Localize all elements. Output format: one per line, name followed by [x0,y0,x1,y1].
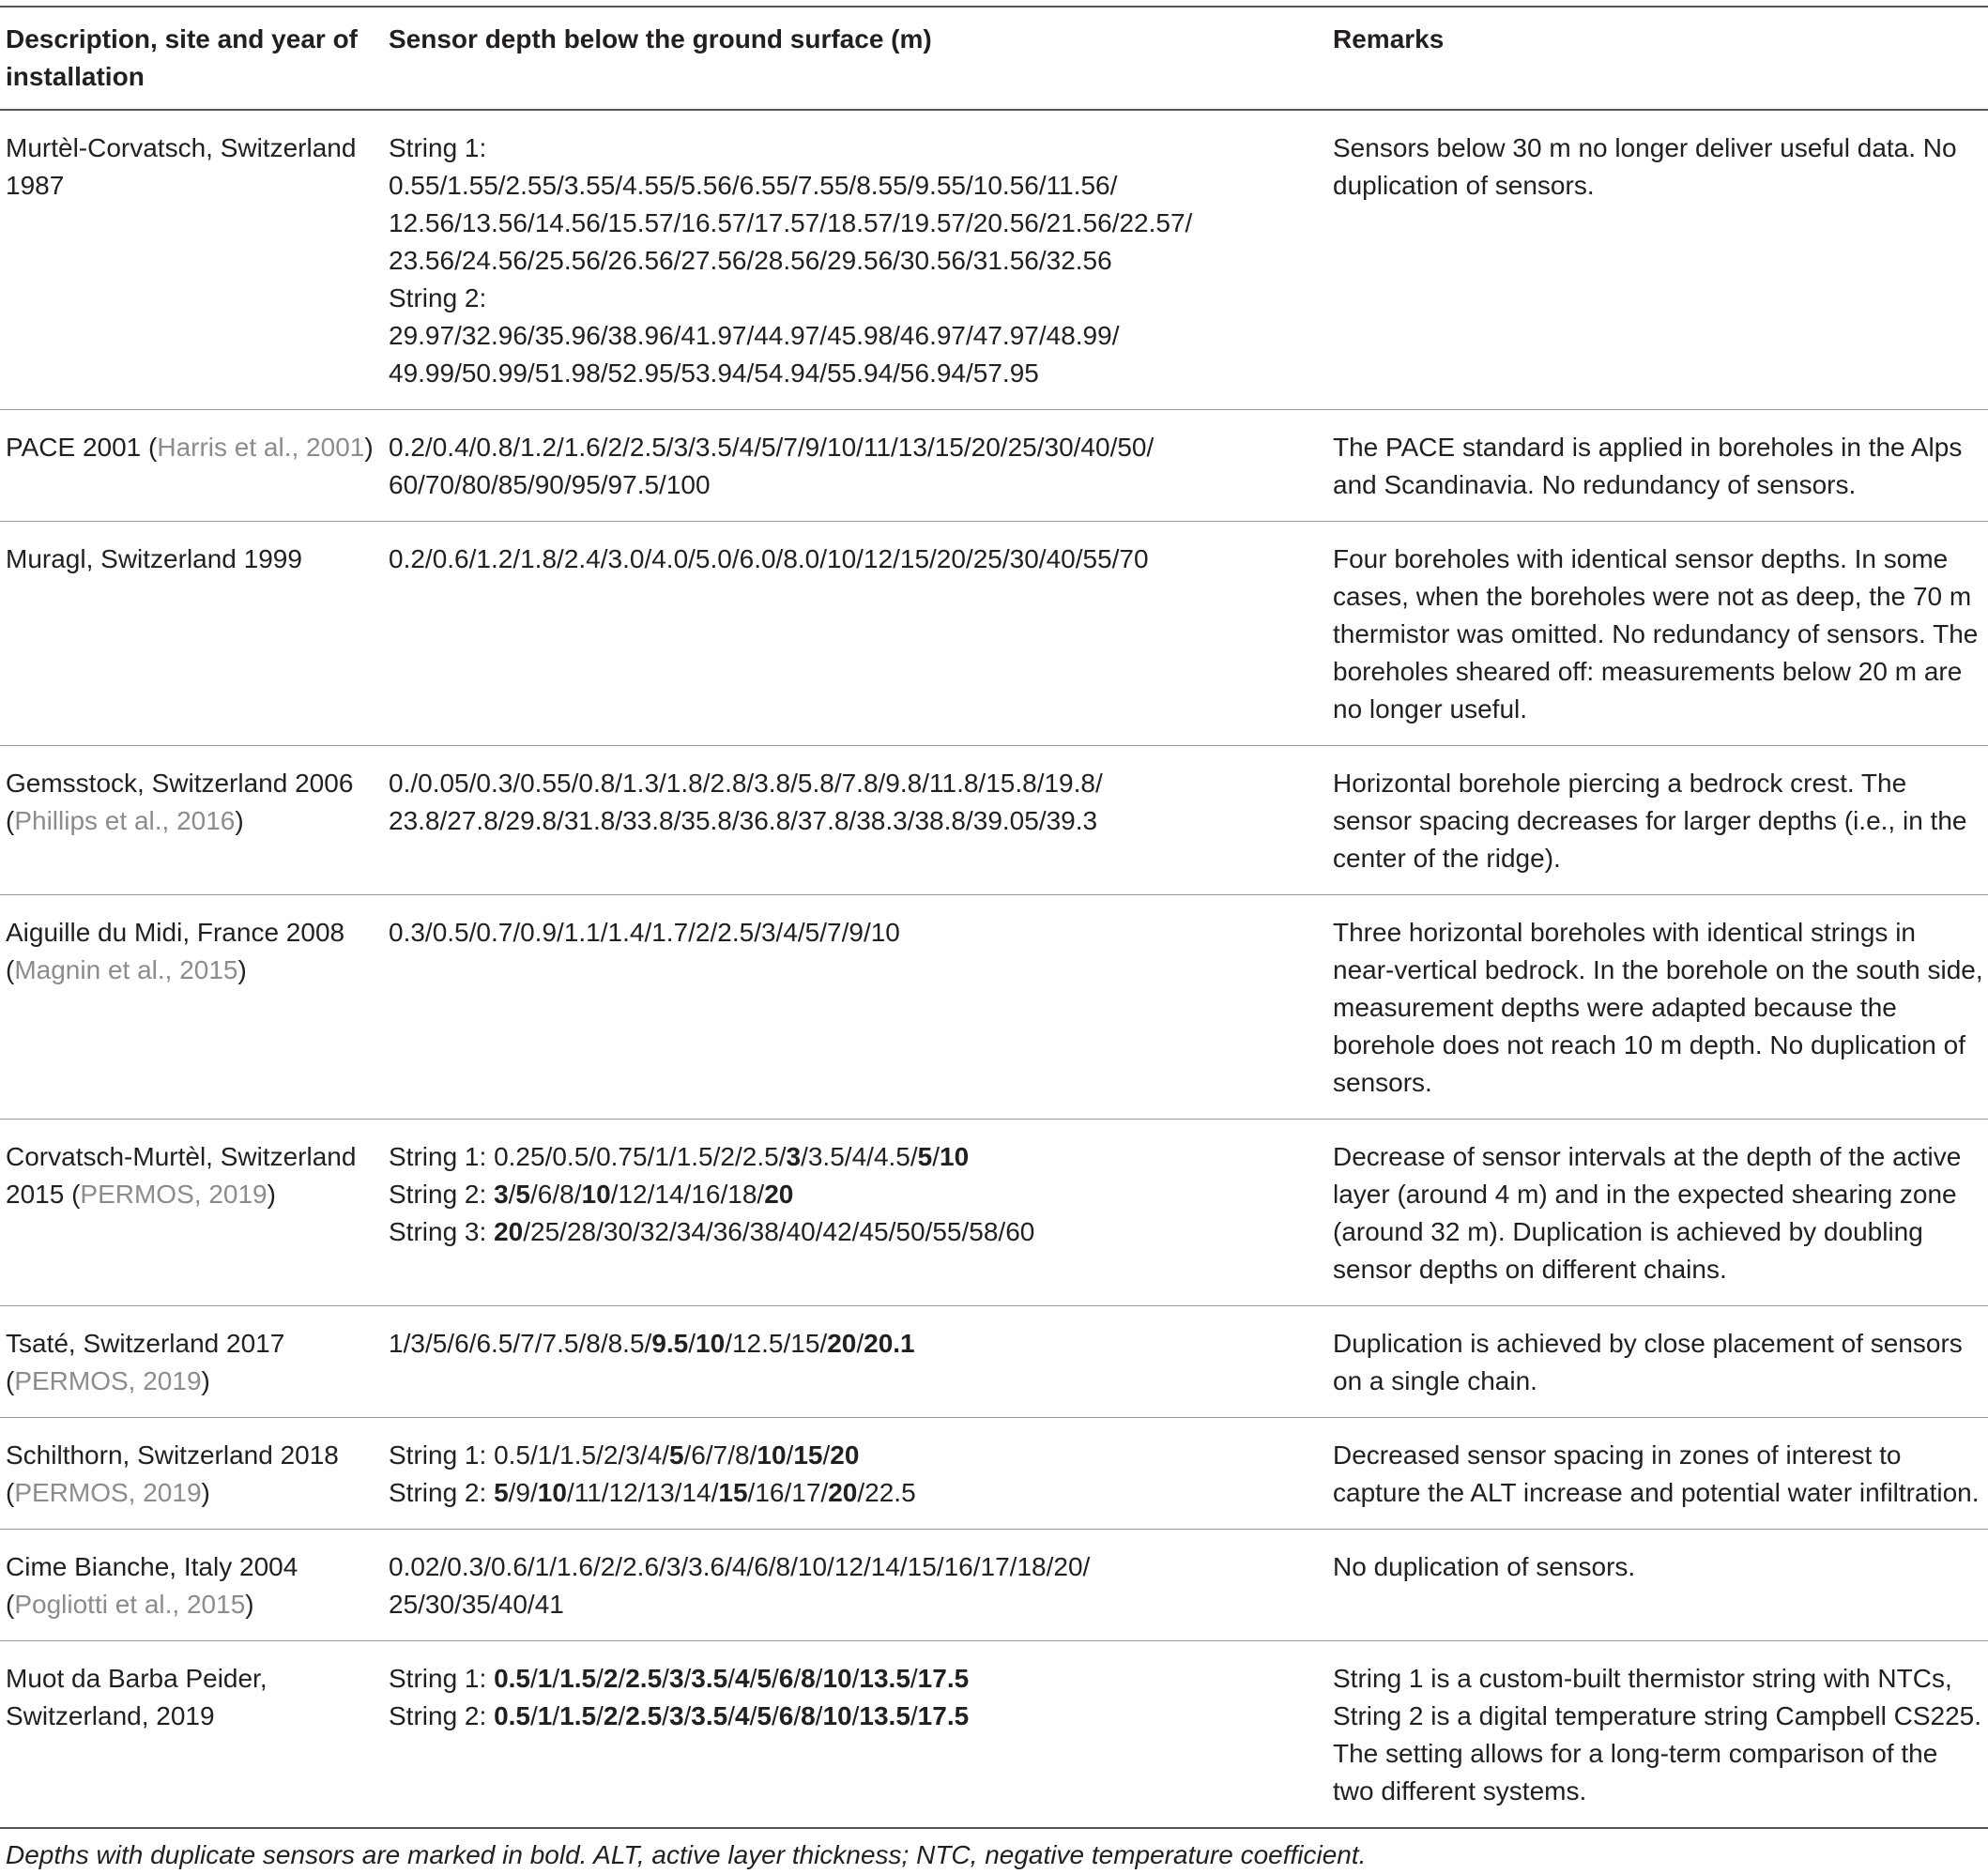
depth-string-line: 1/3/5/6/6.5/7/7.5/8/8.5/9.5/10/12.5/15/20/20.1 [389,1329,915,1358]
depth-value: 16 [691,1180,721,1209]
sensor-depth-cell [383,110,1327,410]
depth-value: 1 [654,1142,669,1171]
duplicate-depth-value: 5 [757,1701,772,1730]
depth-value: 28 [566,1217,597,1246]
depth-value: 34 [676,1217,706,1246]
duplicate-depth-value: 1 [537,1701,553,1730]
depth-value: 22.5 [864,1478,916,1507]
remarks-cell: Horizontal borehole piercing a bedrock crest. The sensor spacing decreases for larger depths (i.e., in the center of the ridge). [1333,769,1967,873]
duplicate-depth-value: 5 [757,1664,772,1693]
depth-line: 0.3/0.5/0.7/0.9/1.1/1.4/1.7/2/2.5/3/4/5/7/9/10 [389,918,900,947]
depth-value: 25 [530,1217,560,1246]
string-label: String 1: [389,1440,495,1470]
duplicate-depth-value: 1.5 [559,1701,597,1730]
depth-value: 17 [791,1478,821,1507]
duplicate-depth-value: 3 [668,1701,684,1730]
site-description-cell [0,1418,383,1530]
depth-value: 12 [618,1180,648,1209]
citation-link[interactable]: Phillips et al., 2016 [14,806,236,835]
sensor-depth-cell [383,1418,1327,1530]
depth-value: 45 [859,1217,889,1246]
depth-value: 4 [851,1142,867,1171]
site-name: Murtèl-Corvatsch, Switzerland 1987 [6,133,357,200]
depth-value: 13 [645,1478,675,1507]
site-name: Cime Bianche, Italy 2004 ( [6,1552,298,1619]
string-label: String 1: [389,1664,495,1693]
duplicate-depth-value: 0.5 [494,1701,530,1730]
duplicate-depth-value: 4 [735,1664,750,1693]
site-name-end: ) [237,955,247,984]
depth-value: 55 [932,1217,962,1246]
duplicate-depth-value: 8 [801,1701,816,1730]
depth-value: 1 [537,1440,553,1470]
citation-link[interactable]: Pogliotti et al., 2015 [14,1590,246,1619]
depth-value: 7 [712,1440,728,1470]
depth-value: 15 [790,1329,820,1358]
table-row [0,522,1988,746]
site-description-cell [0,746,383,895]
duplicate-depth-value: 10 [822,1664,852,1693]
string-label: String 1: [389,1142,495,1171]
site-description-cell [0,1641,383,1829]
depth-value: 3 [410,1329,425,1358]
site-description-cell [0,410,383,522]
duplicate-depth-value: 20 [827,1329,857,1358]
duplicate-depth-value: 6 [778,1701,794,1730]
depth-value: 14 [681,1478,711,1507]
duplicate-depth-value: 10 [757,1440,787,1470]
table-row [0,410,1988,522]
depth-line: 49.99/50.99/51.98/52.95/53.94/54.94/55.94/56.94/57.95 [389,358,1039,388]
depth-string-line: String 2: 5/9/10/11/12/13/14/15/16/17/20/22.5 [389,1478,916,1507]
duplicate-depth-value: 13.5 [859,1701,910,1730]
document [0,6,1988,1874]
site-name: Aiguille du Midi, France 2008 ( [6,918,345,984]
depth-value: 0.5 [552,1142,589,1171]
site-name-end: ) [364,433,374,462]
remarks-cell: Sensors below 30 m no longer deliver useful data. No duplication of sensors. [1333,133,1957,200]
site-name: Corvatsch-Murtèl, Switzerland 2015 ( [6,1142,357,1209]
table-row [0,1641,1988,1829]
sensor-depth-cell [383,410,1327,522]
citation-link[interactable]: Magnin et al., 2015 [14,955,238,984]
table-row [0,110,1988,410]
depth-value: 0.25 [494,1142,545,1171]
depth-string-line: String 2: 0.5/1/1.5/2/2.5/3/3.5/4/5/6/8/10/13.5/17.5 [389,1701,970,1730]
depth-value: 7 [520,1329,535,1358]
depth-string-line: String 1: 0.5/1/1.5/2/3/4/5/6/7/8/10/15/20 [389,1440,860,1470]
remarks-cell: Three horizontal boreholes with identical strings in near-vertical bedrock. In the borehole on the south side, measurement depths were adapted because the borehole does not reach 10 m depth. No duplication of sensors. [1333,918,1983,1097]
duplicate-depth-value: 9.5 [651,1329,689,1358]
duplicate-depth-value: 3.5 [691,1664,728,1693]
remarks-cell: No duplication of sensors. [1333,1552,1636,1581]
depth-value: 5 [432,1329,448,1358]
duplicate-depth-value: 10 [696,1329,726,1358]
remarks-cell: Duplication is achieved by close placement of sensors on a single chain. [1333,1329,1963,1395]
site-name-end: ) [235,806,244,835]
sensor-depth-cell [383,1530,1327,1641]
depth-line: 23.56/24.56/25.56/26.56/27.56/28.56/29.56/30.56/31.56/32.56 [389,246,1112,275]
depth-line: 23.8/27.8/29.8/31.8/33.8/35.8/36.8/37.8/38.3/38.8/39.05/39.3 [389,806,1098,835]
site-name: PACE 2001 ( [6,433,158,462]
depth-value: 32 [639,1217,669,1246]
duplicate-depth-value: 1.5 [559,1664,597,1693]
site-name: Tsaté, Switzerland 2017 ( [6,1329,285,1395]
depth-value: 2 [603,1440,619,1470]
depth-value: 60 [1005,1217,1035,1246]
depth-value: 2.5 [742,1142,779,1171]
duplicate-depth-value: 5 [494,1478,509,1507]
remarks-cell: String 1 is a custom-built thermistor string with NTCs, String 2 is a digital temperature string Campbell CS225. The setting allows for a long-term comparison of the two different systems. [1333,1664,1982,1805]
header-description: Description, site and year of installation [6,24,358,91]
duplicate-depth-value: 20 [494,1217,524,1246]
remarks-cell: Four boreholes with identical sensor depths. In some cases, when the boreholes were not as deep, the 70 m thermistor was omitted. No redundancy of sensors. The boreholes sheared off: measurements below 20 m are no longer useful. [1333,544,1979,724]
remarks-cell: Decreased sensor spacing in zones of interest to capture the ALT increase and potential water infiltration. [1333,1440,1980,1507]
depth-value: 14 [654,1180,684,1209]
sensor-depth-cell [383,895,1327,1120]
depth-value: 42 [822,1217,852,1246]
duplicate-depth-value: 20 [764,1180,794,1209]
depth-value: 9 [515,1478,530,1507]
depth-value: 0.75 [596,1142,648,1171]
depth-value: 1.5 [676,1142,713,1171]
duplicate-depth-value: 15 [793,1440,823,1470]
depth-string-line: String 3: 20/25/28/30/32/34/36/38/40/42/45/50/55/58/60 [389,1217,1035,1246]
depth-line: 60/70/80/85/90/95/97.5/100 [389,470,711,499]
sensor-depth-cell [383,1306,1327,1418]
duplicate-depth-value: 5 [515,1180,530,1209]
duplicate-depth-value: 10 [822,1701,852,1730]
table-row [0,1120,1988,1306]
string-label: String 3: [389,1217,495,1246]
depth-value: 3 [625,1440,640,1470]
depth-line: String 2: [389,283,487,312]
sensor-depth-cell [383,1120,1327,1306]
string-label: String 2: [389,1701,495,1730]
duplicate-depth-value: 20 [828,1478,858,1507]
duplicate-depth-value: 10 [940,1142,970,1171]
sensor-depth-cell [383,746,1327,895]
duplicate-depth-value: 17.5 [917,1701,970,1730]
depth-line: String 1: [389,133,487,162]
citation-link[interactable]: Harris et al., 2001 [157,433,365,462]
depth-value: 6 [454,1329,469,1358]
depth-string-line: String 1: 0.25/0.5/0.75/1/1.5/2/2.5/3/3.5/4/4.5/5/10 [389,1142,970,1171]
depth-value: 1 [389,1329,404,1358]
header-remarks: Remarks [1333,24,1445,53]
duplicate-depth-value: 3 [668,1664,684,1693]
depth-string-line: String 1: 0.5/1/1.5/2/2.5/3/3.5/4/5/6/8/10/13.5/17.5 [389,1664,970,1693]
depth-value: 11 [573,1478,602,1507]
duplicate-depth-value: 15 [718,1478,748,1507]
duplicate-depth-value: 13.5 [859,1664,910,1693]
table-header-row [0,7,1988,110]
depth-line: 0.55/1.55/2.55/3.55/4.55/5.56/6.55/7.55/8.55/9.55/10.56/11.56/ [389,171,1118,200]
depth-line: 0./0.05/0.3/0.55/0.8/1.3/1.8/2.8/3.8/5.8/7.8/9.8/11.8/15.8/19.8/ [389,769,1103,798]
duplicate-depth-value: 20 [830,1440,860,1470]
depth-value: 4 [647,1440,663,1470]
depth-value: 6 [537,1180,553,1209]
duplicate-depth-value: 3 [786,1142,802,1171]
duplicate-depth-value: 0.5 [494,1664,530,1693]
citation-link[interactable]: PERMOS, 2019 [80,1180,268,1209]
depth-line: 0.2/0.6/1.2/1.8/2.4/3.0/4.0/5.0/6.0/8.0/10/12/15/20/25/30/40/55/70 [389,544,1149,573]
site-description-cell [0,1530,383,1641]
depth-value: 6.5 [476,1329,513,1358]
header-sensor-depth: Sensor depth below the ground surface (m) [389,24,932,53]
site-name-end: ) [267,1180,276,1209]
duplicate-depth-value: 20.1 [864,1329,915,1358]
duplicate-depth-value: 2.5 [625,1664,663,1693]
depth-line: 25/30/35/40/41 [389,1590,564,1619]
duplicate-depth-value: 10 [581,1180,611,1209]
depth-value: 1.5 [559,1440,597,1470]
depth-value: 8.5 [607,1329,645,1358]
depth-value: 38 [749,1217,779,1246]
depth-value: 0.5 [494,1440,530,1470]
depth-value: 40 [786,1217,816,1246]
depth-line: 12.56/13.56/14.56/15.57/16.57/17.57/18.57/19.57/20.56/21.56/22.57/ [389,208,1193,237]
depth-value: 30 [603,1217,634,1246]
depth-line: 0.02/0.3/0.6/1/1.6/2/2.6/3/3.6/4/6/8/10/12/14/15/16/17/18/20/ [389,1552,1091,1581]
depth-value: 58 [969,1217,999,1246]
duplicate-depth-value: 5 [668,1440,684,1470]
depth-value: 4.5 [873,1142,910,1171]
remarks-cell: The PACE standard is applied in boreholes in the Alps and Scandinavia. No redundancy of sensors. [1333,433,1963,499]
duplicate-depth-value: 4 [735,1701,750,1730]
table-row [0,746,1988,895]
depth-value: 16 [755,1478,785,1507]
duplicate-depth-value: 8 [801,1664,816,1693]
depth-line: 0.2/0.4/0.8/1.2/1.6/2/2.5/3/3.5/4/5/7/9/10/11/13/15/20/25/30/40/50/ [389,433,1155,462]
duplicate-depth-value: 17.5 [917,1664,970,1693]
duplicate-depth-value: 2 [603,1664,619,1693]
table-body [0,110,1988,1828]
duplicate-depth-value: 1 [537,1664,553,1693]
duplicate-depth-value: 2.5 [625,1701,663,1730]
depth-line: 29.97/32.96/35.96/38.96/41.97/44.97/45.98/46.97/47.97/48.99/ [389,321,1120,350]
duplicate-depth-value: 3 [494,1180,509,1209]
sensor-depth-cell [383,1641,1327,1829]
table-footnote: Depths with duplicate sensors are marked in bold. ALT, active layer thickness; NTC, negative temperature coefficient. [6,1840,1367,1869]
duplicate-depth-value: 2 [603,1701,619,1730]
depth-value: 8 [586,1329,601,1358]
depth-string-line: String 2: 3/5/6/8/10/12/14/16/18/20 [389,1180,794,1209]
remarks-cell: Decrease of sensor intervals at the depth of the active layer (around 4 m) and in the expected shearing zone (around 32 m). Duplication is achieved by doubling sensor depths on different chains. [1333,1142,1962,1284]
depth-value: 12 [608,1478,638,1507]
citation-link[interactable]: PERMOS, 2019 [14,1366,202,1395]
sensor-depth-table [0,6,1988,1829]
site-description-cell [0,1120,383,1306]
depth-value: 3.5 [807,1142,845,1171]
table-row [0,895,1988,1120]
site-name-end: ) [201,1366,210,1395]
sensor-depth-cell [383,522,1327,746]
depth-value: 50 [895,1217,925,1246]
table-row [0,1418,1988,1530]
string-label: String 2: [389,1180,495,1209]
duplicate-depth-value: 3.5 [691,1701,728,1730]
table-row [0,1306,1988,1418]
site-name-end: ) [245,1590,254,1619]
depth-value: 8 [735,1440,750,1470]
depth-value: 8 [559,1180,574,1209]
duplicate-depth-value: 10 [537,1478,567,1507]
citation-link[interactable]: PERMOS, 2019 [14,1478,202,1507]
depth-value: 2 [720,1142,735,1171]
site-name: Muragl, Switzerland 1999 [6,544,302,573]
duplicate-depth-value: 5 [917,1142,933,1171]
site-name: Muot da Barba Peider, Switzerland, 2019 [6,1664,268,1730]
depth-value: 36 [712,1217,742,1246]
site-description-cell [0,110,383,410]
depth-value: 7.5 [542,1329,579,1358]
string-label: String 2: [389,1478,495,1507]
table-row [0,1530,1988,1641]
site-name: Schilthorn, Switzerland 2018 ( [6,1440,339,1507]
site-name: Gemsstock, Switzerland 2006 ( [6,769,354,835]
depth-value: 18 [727,1180,757,1209]
depth-value: 6 [691,1440,706,1470]
site-description-cell [0,895,383,1120]
duplicate-depth-value: 6 [778,1664,794,1693]
site-name-end: ) [201,1478,210,1507]
site-description-cell [0,1306,383,1418]
depth-value: 12.5 [731,1329,784,1358]
site-description-cell [0,522,383,746]
